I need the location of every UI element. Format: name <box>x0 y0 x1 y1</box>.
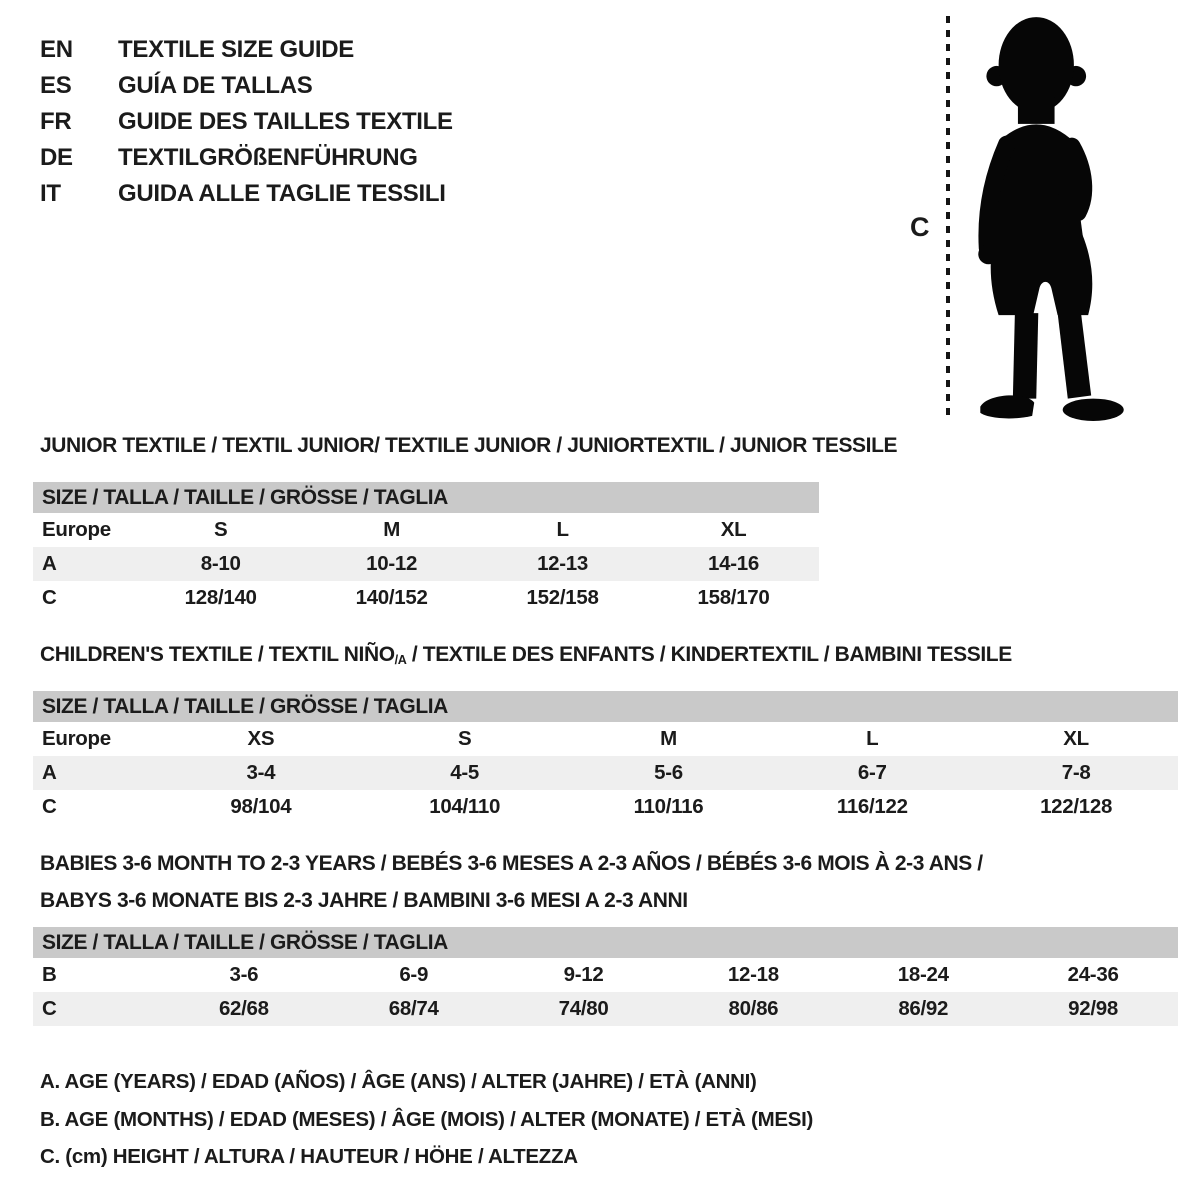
table-cell: 24-36 <box>1067 963 1119 986</box>
table-row <box>33 513 819 547</box>
row-label: C <box>42 997 57 1020</box>
language-code: EN <box>40 36 73 63</box>
language-code: IT <box>40 180 61 207</box>
table-row <box>33 547 819 581</box>
table-cell: L <box>866 727 879 750</box>
language-row-it <box>40 176 453 212</box>
table-cell: 5-6 <box>654 761 683 784</box>
babies-heading-line1: BABIES 3-6 MONTH TO 2-3 YEARS / BEBÉS 3-6 MESES A 2-3 AÑOS / BÉBÉS 3-6 MOIS À 2-3 ANS / <box>40 852 983 875</box>
table-cell: 8-10 <box>200 552 241 575</box>
guide-title: GUIDE DES TAILLES TEXTILE <box>118 108 453 135</box>
table-row <box>33 581 819 615</box>
table-cell: M <box>383 518 400 541</box>
row-label: A <box>42 552 57 575</box>
row-label: C <box>42 586 57 609</box>
children-heading-main: CHILDREN'S TEXTILE / TEXTIL NIÑO <box>40 643 395 666</box>
table-cell: 62/68 <box>218 997 269 1020</box>
guide-title: GUÍA DE TALLAS <box>118 72 313 99</box>
table-cell: 104/110 <box>429 795 501 818</box>
row-label: Europe <box>42 518 111 541</box>
table-cell: 152/158 <box>526 586 599 609</box>
children-size-table <box>33 691 1178 824</box>
table-cell: 4-5 <box>450 761 480 784</box>
junior-section-heading: JUNIOR TEXTILE / TEXTIL JUNIOR/ TEXTILE JUNIOR / JUNIORTEXTIL / JUNIOR TESSILE <box>40 434 898 457</box>
table-row <box>33 992 1178 1026</box>
junior-size-table <box>33 482 819 615</box>
children-table-rows <box>33 722 1178 824</box>
language-row-en <box>40 32 453 68</box>
table-cell: 14-16 <box>708 552 759 575</box>
table-cell: 18-24 <box>897 963 949 986</box>
table-cell: 12-18 <box>727 963 779 986</box>
table-cell: 110/116 <box>633 795 704 818</box>
row-label: Europe <box>42 727 111 750</box>
table-cell: L <box>556 518 569 541</box>
language-code: FR <box>40 108 72 135</box>
table-cell: 7-8 <box>1061 761 1091 784</box>
table-cell: XL <box>1063 727 1089 750</box>
table-cell: 158/170 <box>697 586 770 609</box>
babies-section-heading <box>40 845 983 919</box>
table-cell: 116/122 <box>836 795 908 818</box>
table-cell: 98/104 <box>230 795 292 818</box>
legend-line-c: C. (cm) HEIGHT / ALTURA / HAUTEUR / HÖHE / ALTEZZA <box>40 1145 578 1168</box>
table-cell: 92/98 <box>1068 997 1118 1020</box>
toddler-silhouette-icon <box>960 12 1142 424</box>
language-row-es <box>40 68 453 104</box>
table-cell: 80/86 <box>728 997 779 1020</box>
row-label: A <box>42 761 57 784</box>
table-cell: 140/152 <box>355 586 428 609</box>
row-label: B <box>42 963 57 986</box>
table-cell: 122/128 <box>1040 795 1113 818</box>
table-cell: 9-12 <box>563 963 604 986</box>
legend-line-a: A. AGE (YEARS) / EDAD (AÑOS) / ÂGE (ANS) / ALTER (JAHRE) / ETÀ (ANNI) <box>40 1070 757 1093</box>
size-header-bar: SIZE / TALLA / TAILLE / GRÖSSE / TAGLIA <box>33 482 819 513</box>
language-code: ES <box>40 72 72 99</box>
children-heading-rest: / TEXTILE DES ENFANTS / KINDERTEXTIL / BAMBINI TESSILE <box>406 643 1012 666</box>
height-measure-label: C <box>910 212 930 242</box>
guide-title: TEXTILE SIZE GUIDE <box>118 36 354 63</box>
guide-title: GUIDA ALLE TAGLIE TESSILI <box>118 180 446 207</box>
babies-heading-line2: BABYS 3-6 MONATE BIS 2-3 JAHRE / BAMBINI 3-6 MESI A 2-3 ANNI <box>40 889 688 912</box>
legend-line-b: B. AGE (MONTHS) / EDAD (MESES) / ÂGE (MOIS) / ALTER (MONATE) / ETÀ (MESI) <box>40 1107 814 1131</box>
language-row-de <box>40 140 453 176</box>
table-row <box>33 722 1178 756</box>
babies-size-table <box>33 927 1178 1026</box>
table-row <box>33 790 1178 824</box>
table-cell: 74/80 <box>558 997 609 1020</box>
babies-table-rows <box>33 958 1178 1026</box>
table-cell: 6-9 <box>399 963 429 986</box>
table-row <box>33 756 1178 790</box>
size-header-bar: SIZE / TALLA / TAILLE / GRÖSSE / TAGLIA <box>33 691 1178 722</box>
children-section-heading <box>40 643 1012 667</box>
size-header-bar: SIZE / TALLA / TAILLE / GRÖSSE / TAGLIA <box>33 927 1178 958</box>
measurement-legend <box>40 1063 813 1176</box>
table-cell: M <box>660 727 677 750</box>
table-row <box>33 958 1178 992</box>
table-cell: 12-13 <box>537 552 589 575</box>
table-cell: XS <box>247 727 275 750</box>
children-heading-sub: /A <box>394 653 407 668</box>
table-cell: XL <box>720 518 747 541</box>
table-cell: 128/140 <box>184 586 257 609</box>
language-code: DE <box>40 144 73 171</box>
table-cell: S <box>457 727 472 750</box>
table-cell: 10-12 <box>366 552 418 575</box>
table-cell: 86/92 <box>898 997 949 1020</box>
table-cell: 3-4 <box>246 761 276 784</box>
table-cell: S <box>213 518 228 541</box>
table-cell: 6-7 <box>857 761 887 784</box>
language-title-list <box>40 32 453 212</box>
row-label: C <box>42 795 57 818</box>
guide-title: TEXTILGRÖßENFÜHRUNG <box>118 144 418 171</box>
height-measure-dashed-line <box>946 16 950 416</box>
table-cell: 68/74 <box>388 997 439 1020</box>
table-cell: 3-6 <box>229 963 259 986</box>
language-row-fr <box>40 104 453 140</box>
junior-table-rows <box>33 513 819 615</box>
